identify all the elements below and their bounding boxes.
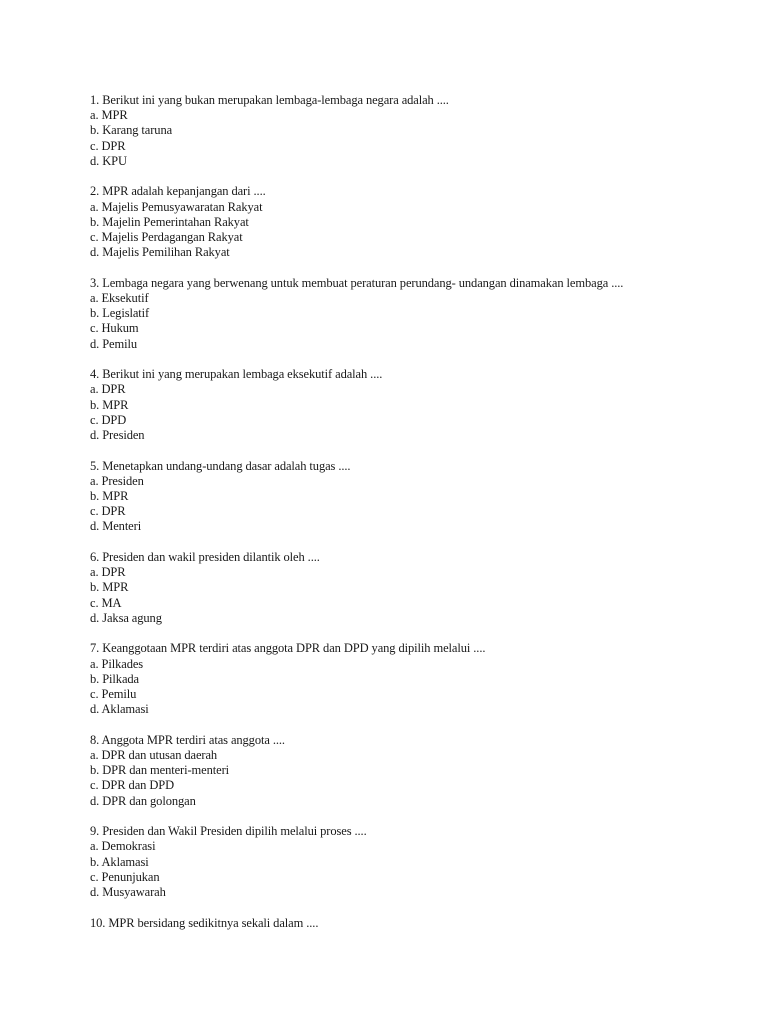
option-b: b. MPR — [90, 580, 129, 595]
option-c: c. Hukum — [90, 321, 139, 336]
document-page — [90, 93, 730, 946]
option-d: d. Menteri — [90, 519, 142, 534]
option-b: b. Pilkada — [90, 671, 139, 686]
option-a: a. MPR — [90, 108, 128, 123]
option-b: b. Karang taruna — [90, 123, 173, 138]
option-d: d. Musyawarah — [90, 885, 166, 900]
option-d: d. Presiden — [90, 428, 145, 443]
option-b: b. Majelin Pemerintahan Rakyat — [90, 214, 249, 229]
question-8 — [90, 733, 730, 809]
option-a: a. Majelis Pemusyawaratan Rakyat — [90, 199, 263, 214]
question-6 — [90, 550, 730, 626]
option-a: a. Pilkades — [90, 656, 144, 671]
option-c: c. Majelis Perdagangan Rakyat — [90, 230, 243, 245]
option-b: b. Legislatif — [90, 306, 150, 321]
question-4 — [90, 367, 730, 443]
question-9 — [90, 824, 730, 900]
option-b: b. Aklamasi — [90, 854, 149, 869]
question-5 — [90, 459, 730, 535]
question-text: 10. MPR bersidang sedikitnya sekali dalam .... — [90, 915, 319, 930]
option-a: a. DPR — [90, 565, 126, 580]
option-a: a. DPR — [90, 382, 126, 397]
option-c: c. Pemilu — [90, 687, 137, 702]
question-text: 7. Keanggotaan MPR terdiri atas anggota DPR dan DPD yang dipilih melalui .... — [90, 641, 486, 656]
question-7 — [90, 641, 730, 717]
option-c: c. MA — [90, 595, 122, 610]
option-a: a. Presiden — [90, 473, 144, 488]
question-text: 6. Presiden dan wakil presiden dilantik oleh .... — [90, 550, 320, 565]
question-1 — [90, 93, 730, 169]
option-a: a. Demokrasi — [90, 839, 156, 854]
option-c: c. DPD — [90, 412, 127, 427]
option-c: c. Penunjukan — [90, 869, 160, 884]
option-c: c. DPR — [90, 504, 126, 519]
option-c: c. DPR dan DPD — [90, 778, 175, 793]
option-c: c. DPR — [90, 138, 126, 153]
question-text: 4. Berikut ini yang merupakan lembaga eksekutif adalah .... — [90, 367, 383, 382]
option-b: b. DPR dan menteri-menteri — [90, 763, 230, 778]
option-d: d. Jaksa agung — [90, 610, 162, 625]
question-text: 3. Lembaga negara yang berwenang untuk membuat peraturan perundang- undangan dinamakan lembaga .... — [90, 275, 624, 290]
question-text: 5. Menetapkan undang-undang dasar adalah tugas .... — [90, 458, 351, 473]
question-text: 8. Anggota MPR terdiri atas anggota .... — [90, 732, 285, 747]
option-d: d. DPR dan golongan — [90, 793, 196, 808]
option-b: b. MPR — [90, 489, 129, 504]
question-text: 9. Presiden dan Wakil Presiden dipilih melalui proses .... — [90, 824, 367, 839]
question-text: 2. MPR adalah kepanjangan dari .... — [90, 184, 266, 199]
option-a: a. Eksekutif — [90, 291, 149, 306]
question-text: 1. Berikut ini yang bukan merupakan lembaga-lembaga negara adalah .... — [90, 93, 449, 107]
option-d: d. Pemilu — [90, 336, 138, 351]
option-d: d. KPU — [90, 153, 127, 168]
question-2 — [90, 184, 730, 260]
option-b: b. MPR — [90, 397, 129, 412]
option-a: a. DPR dan utusan daerah — [90, 748, 218, 763]
question-10 — [90, 916, 730, 931]
option-d: d. Majelis Pemilihan Rakyat — [90, 245, 230, 260]
option-d: d. Aklamasi — [90, 702, 149, 717]
question-3 — [90, 276, 730, 352]
